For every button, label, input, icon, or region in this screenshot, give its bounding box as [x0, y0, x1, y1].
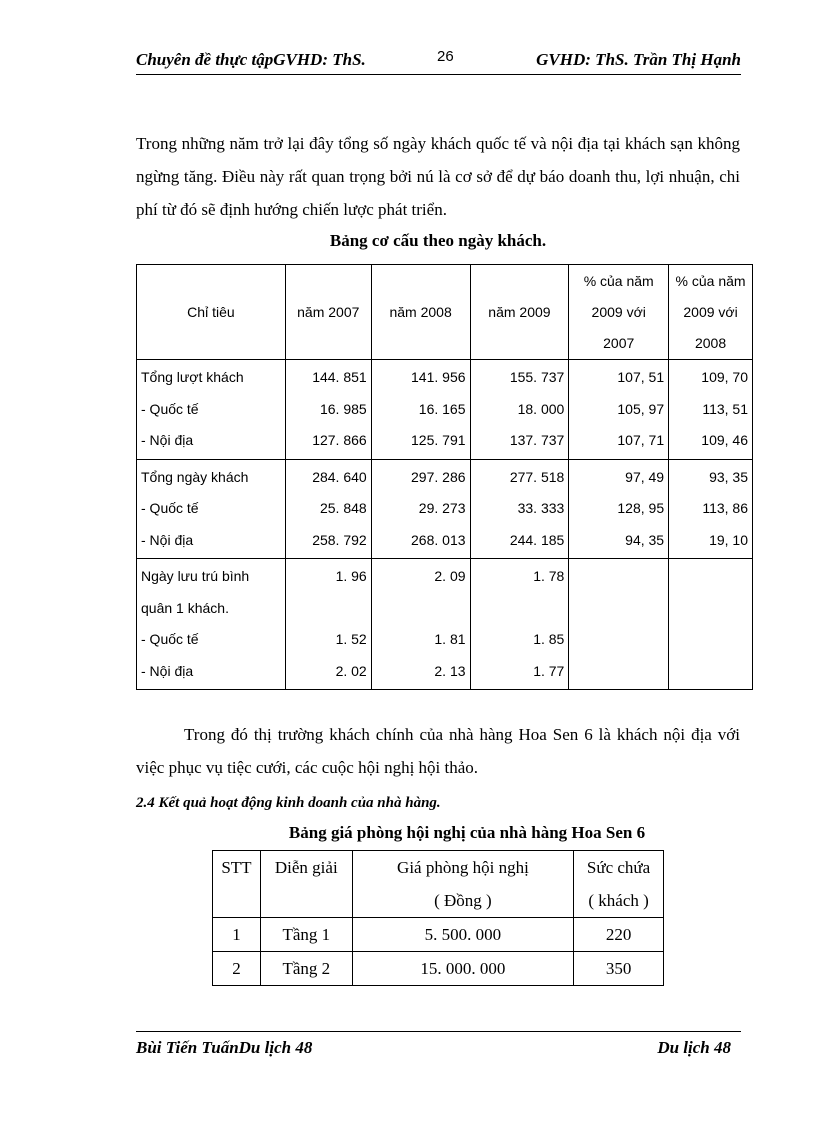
table-row-tong-ngay-khach	[137, 459, 753, 559]
table2-title: Bảng giá phòng hội nghị của nhà hàng Hoa Sen 6	[288, 823, 646, 842]
table1-title: Bảng cơ cấu theo ngày khách.	[329, 231, 547, 250]
values-2008: 141. 956 16. 165 125. 791	[371, 360, 470, 460]
intro-paragraph: Trong những năm trở lại đây tổng số ngày khách quốc tế và nội địa tại khách sạn không ngừng tăng. Điều này rất quan trọng bởi nú là cơ sở để dự báo doanh thu, lợi nhuận, chi phí từ đó sẽ định hướng chiến lược phát triển.	[136, 134, 740, 219]
table-row-tong-luot-khach	[137, 360, 753, 460]
values-2008: 297. 286 29. 273 268. 013	[371, 459, 470, 559]
cell-stt: 2	[213, 952, 261, 986]
row-labels: Ngày lưu trú bình quân 1 khách. - Quốc tế - Nội địa	[137, 559, 286, 690]
table-header-row	[213, 851, 664, 918]
page-header	[136, 48, 741, 75]
row-labels: Tổng ngày khách - Quốc tế - Nội địa	[137, 459, 286, 559]
header-pct-2007: % của năm 2009 với 2007	[569, 265, 669, 360]
header-2007: năm 2007	[285, 265, 371, 360]
cell-desc: Tầng 2	[260, 952, 352, 986]
values-2007: 284. 640 25. 848 258. 792	[285, 459, 371, 559]
values-2009: 277. 518 33. 333 244. 185	[470, 459, 569, 559]
values-pct-2008-empty	[669, 559, 753, 690]
values-2008: 2. 09 1. 81 2. 13	[371, 559, 470, 690]
header-gia-phong: Giá phòng hội nghị ( Đồng )	[352, 851, 573, 918]
header-right-text: GVHD: ThS. Trần Thị Hạnh	[536, 50, 741, 69]
cell-stt: 1	[213, 918, 261, 952]
header-stt: STT	[213, 851, 261, 918]
cell-price: 15. 000. 000	[352, 952, 573, 986]
values-2009: 155. 737 18. 000 137. 737	[470, 360, 569, 460]
guest-days-table	[136, 264, 753, 690]
table-row-ngay-luu-tru	[137, 559, 753, 690]
table-row	[213, 918, 664, 952]
header-suc-chua: Sức chứa ( khách )	[574, 851, 664, 918]
values-2009: 1. 78 1. 85 1. 77	[470, 559, 569, 690]
values-pct-2007-empty	[569, 559, 669, 690]
cell-capacity: 220	[574, 918, 664, 952]
values-2007: 1. 96 1. 52 2. 02	[285, 559, 371, 690]
section-heading: 2.4 Kết quả hoạt động kinh doanh của nhà hàng.	[136, 795, 441, 811]
footer-left-text: Bùi Tiến TuấnDu lịch 48	[136, 1038, 313, 1057]
table-row	[213, 952, 664, 986]
cell-price: 5. 500. 000	[352, 918, 573, 952]
table-header-row	[137, 265, 753, 360]
cell-desc: Tầng 1	[260, 918, 352, 952]
values-pct-2007: 97, 49 128, 95 94, 35	[569, 459, 669, 559]
header-dien-giai: Diễn giải	[260, 851, 352, 918]
row-labels: Tổng lượt khách - Quốc tế - Nội địa	[137, 360, 286, 460]
values-pct-2008: 93, 35 113, 86 19, 10	[669, 459, 753, 559]
header-2008: năm 2008	[371, 265, 470, 360]
values-2007: 144. 851 16. 985 127. 866	[285, 360, 371, 460]
cell-capacity: 350	[574, 952, 664, 986]
header-pct-2008: % của năm 2009 với 2008	[669, 265, 753, 360]
header-left-text: Chuyên đề thực tậpGVHD: ThS.	[136, 50, 366, 69]
market-paragraph: Trong đó thị trường khách chính của nhà hàng Hoa Sen 6 là khách nội địa với việc phục vụ tiệc cưới, các cuộc hội nghị hội thảo.	[136, 725, 740, 777]
page-number: 26	[437, 48, 454, 65]
values-pct-2007: 107, 51 105, 97 107, 71	[569, 360, 669, 460]
footer-right-text: Du lịch 48	[657, 1038, 731, 1057]
header-2009: năm 2009	[470, 265, 569, 360]
header-chi-tieu: Chỉ tiêu	[137, 265, 286, 360]
page-footer	[136, 1031, 741, 1062]
conference-price-table	[212, 850, 664, 986]
values-pct-2008: 109, 70 113, 51 109, 46	[669, 360, 753, 460]
